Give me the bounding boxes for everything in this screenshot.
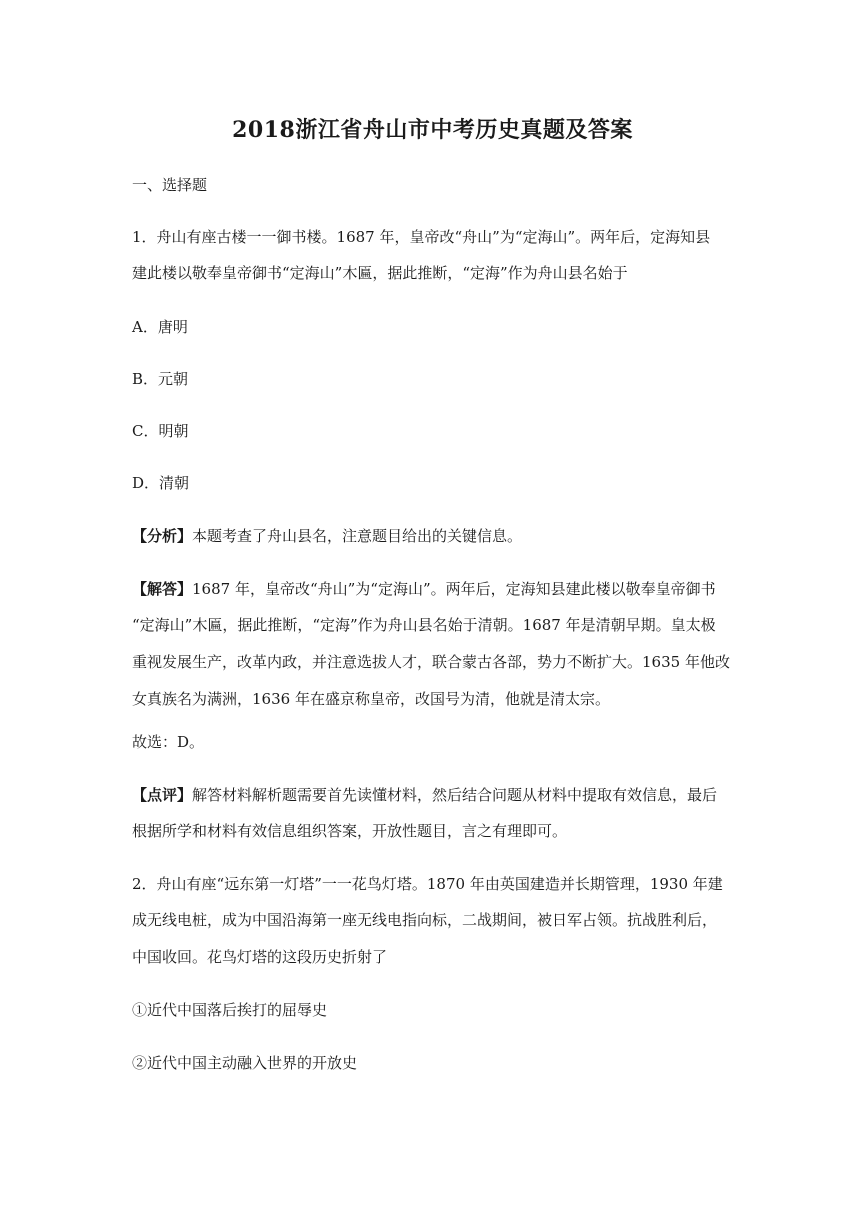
section-heading: 一、选择题 [132,176,208,194]
q2-item-2: ②近代中国主动融入世界的开放史 [132,1054,358,1072]
analysis-text: 本题考查了舟山县名，注意题目给出的关键信息。 [192,527,523,545]
q1-comment-line-1 [132,784,742,806]
answer-text-1: 1687 年，皇帝改“舟山”为“定海山”。两年后，定海知县建此楼以敬奉皇帝御书 [192,580,716,598]
q2-stem-line-3: 中国收回。花鸟灯塔的这段历史折射了 [132,948,388,966]
q1-answer-line-2: “定海山”木匾，据此推断，“定海”作为舟山县名始于清朝。1687 年是清朝早期。皇太极 [132,616,716,634]
q2-item-1: ①近代中国落后挨打的屈辱史 [132,1001,328,1019]
document-title: 2018浙江省舟山市中考历史真题及答案 [232,117,633,143]
q1-stem-line-2: 建此楼以敬奉皇帝御书“定海山”木匾，据此推断，“定海”作为舟山县名始于 [132,264,628,282]
q2-stem-line-1: 2．舟山有座“远东第一灯塔”一一花鸟灯塔。1870 年由英国建造并长期管理，1930 年建 [132,875,723,893]
q1-answer-line-1 [132,578,742,600]
q1-answer-line-4: 女真族名为满洲，1636 年在盛京称皇帝，改国号为清，他就是清太宗。 [132,690,610,708]
q1-option-d: D．清朝 [132,474,190,492]
q1-analysis [132,525,742,547]
comment-text-1: 解答材料解析题需要首先读懂材料，然后结合问题从材料中提取有效信息，最后 [192,786,718,804]
q1-answer-line-3: 重视发展生产，改革内政，并注意选拔人才，联合蒙古各部，势力不断扩大。1635 年他改 [132,653,730,671]
q1-stem-line-1: 1．舟山有座古楼一一御书楼。1687 年，皇帝改“舟山”为“定海山”。两年后，定海知县 [132,228,711,246]
analysis-tag: 【分析】 [132,527,193,545]
q1-option-a: A．唐明 [132,318,188,336]
q1-choice: 故选：D。 [132,733,205,751]
q1-option-c: C．明朝 [132,422,189,440]
comment-tag: 【点评】 [132,786,193,804]
q1-option-b: B．元朝 [132,370,189,388]
q2-stem-line-2: 成无线电桩，成为中国沿海第一座无线电指向标，二战期间，被日军占领。抗战胜利后， [132,911,718,929]
answer-tag: 【解答】 [132,580,193,598]
q1-comment-line-2: 根据所学和材料有效信息组织答案，开放性题目，言之有理即可。 [132,822,568,840]
